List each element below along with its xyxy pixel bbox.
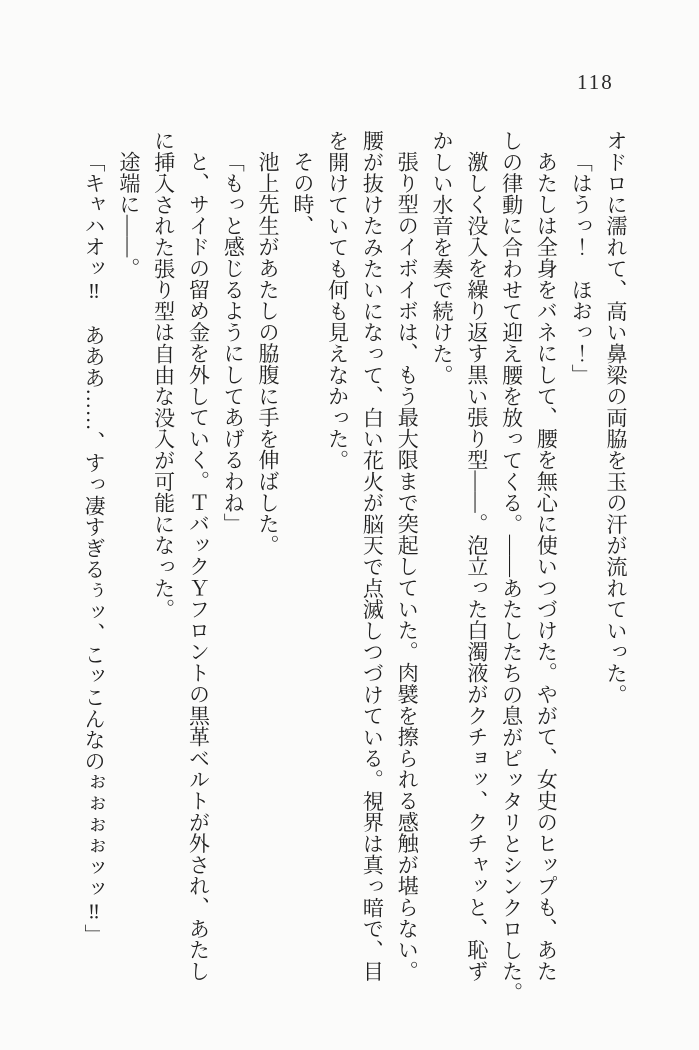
text-column: 腰が抜けたみたいになって、白い花火が脳天で点滅しつづけている。視界は真っ暗で、目 xyxy=(360,130,385,982)
text-column: 池上先生があたしの脇腹に手を伸ばした。 xyxy=(256,151,281,556)
text-column: に挿入された張り型は自由な没入が可能になった。 xyxy=(151,130,176,620)
text-column: オドロに濡れて、高い鼻梁の両脇を玉の汗が流れていった。 xyxy=(604,130,628,706)
text-column: 「キャハオッ‼ あああ……、すっ凄すぎるぅッ、こッこんなのぉぉぉぉッッ‼」 xyxy=(82,151,107,946)
text-column: 張り型のイボイボは、もう最大限まで突起していた。肉襞を擦られる感触が堪らない。 xyxy=(395,151,420,982)
text-column: しの律動に合わせて迎え腰を放ってくる。――あたしたちの息がピッタリとシンクロした。 xyxy=(499,130,524,1004)
text-columns xyxy=(76,130,633,1015)
text-column: 「もっと感じるようにしてあげるわね」 xyxy=(221,151,246,535)
text-column: かしい水音を奏で続けた。 xyxy=(430,130,455,386)
text-column: あたしは全身をバネにして、腰を無心に使いつづけた。やがて、女史のヒップも、あた xyxy=(534,151,559,982)
text-column: 激しく没入を繰り返す黒い張り型――。泡立った白濁液がクチョッ、クチャッと、恥ず xyxy=(464,151,489,982)
text-column: と、サイドの留め金を外していく。ＴバックＹフロントの黒革ベルトが外され、あたし xyxy=(186,151,211,982)
text-column: 途端に――。 xyxy=(116,151,141,279)
page-number: 118 xyxy=(577,70,614,94)
text-column: を開けていても何も見えなかった。 xyxy=(325,130,350,471)
text-column: その時、 xyxy=(290,151,315,237)
text-column: 「はうっ！ ほおっ！」 xyxy=(569,151,594,386)
